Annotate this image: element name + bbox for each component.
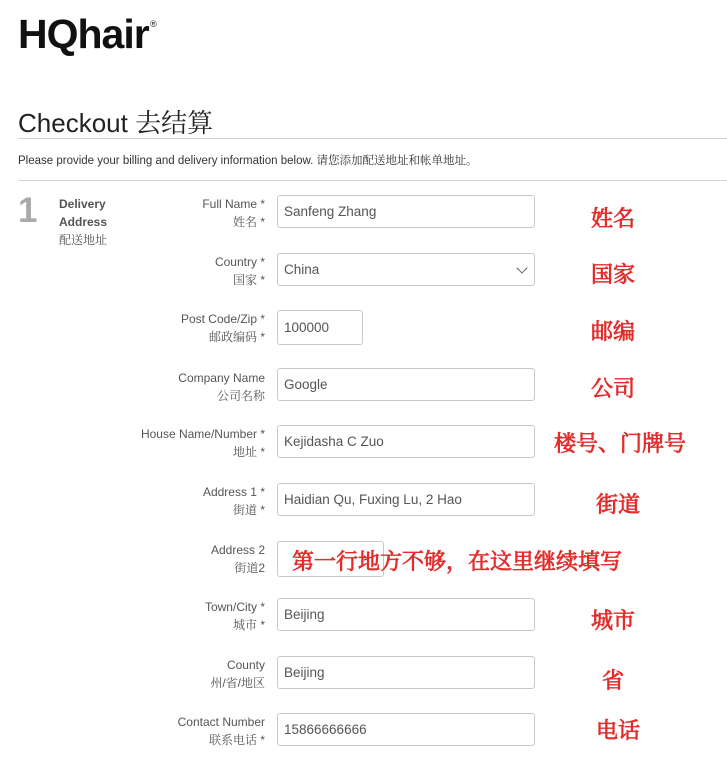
post-code-label	[181, 310, 265, 346]
city-label-en: Town/City *	[204, 600, 265, 614]
phone-annotation: 电话	[596, 719, 641, 744]
full-name-label-cn: 姓名 *	[232, 215, 265, 229]
divider	[18, 180, 727, 181]
country-label-en: Country *	[214, 255, 265, 269]
company-label	[178, 369, 265, 405]
address1-annotation: 街道	[596, 493, 641, 518]
address2-label-en: Address 2	[210, 543, 265, 557]
country-label	[215, 253, 265, 289]
country-selected-value: China	[284, 262, 320, 277]
full-name-input[interactable]: Sanfeng Zhang	[277, 195, 535, 228]
post-code-label-en: Post Code/Zip *	[180, 312, 265, 326]
step-title-line2: Address	[59, 215, 108, 229]
company-label-en: Company Name	[178, 371, 265, 385]
full-name-label-en: Full Name *	[202, 197, 265, 211]
city-annotation: 城市	[591, 609, 636, 634]
house-label-en: House Name/Number *	[140, 427, 265, 441]
registered-mark: ®	[150, 19, 156, 29]
county-label-en: County	[226, 658, 265, 672]
county-label	[210, 656, 265, 692]
post-code-label-cn: 邮政编码 *	[208, 330, 265, 344]
country-select[interactable]	[277, 253, 535, 286]
phone-label-en: Contact Number	[177, 715, 265, 729]
house-label-cn: 地址 *	[232, 445, 265, 459]
phone-label-cn: 联系电话 *	[208, 733, 265, 747]
phone-input[interactable]: 15866666666	[277, 713, 535, 746]
full-name-annotation: 姓名	[591, 207, 636, 232]
address1-label	[203, 483, 265, 519]
city-label-cn: 城市 *	[232, 618, 265, 632]
address2-label	[211, 541, 265, 577]
county-label-cn: 州/省/地区	[210, 676, 265, 690]
city-label	[205, 598, 265, 634]
post-code-annotation: 邮编	[591, 320, 636, 345]
divider	[18, 138, 727, 139]
company-annotation: 公司	[591, 377, 636, 402]
hqhair-logo[interactable]	[18, 11, 156, 57]
page-title: Checkout 去结算	[18, 108, 214, 138]
house-annotation: 楼号、门牌号	[554, 432, 687, 457]
city-input[interactable]: Beijing	[277, 598, 535, 631]
step-number: 1	[18, 191, 38, 230]
step-title-line1: Delivery	[59, 197, 106, 211]
country-label-cn: 国家 *	[232, 273, 265, 287]
post-code-input[interactable]: 100000	[277, 310, 363, 345]
company-input[interactable]: Google	[277, 368, 535, 401]
chevron-down-icon	[516, 262, 527, 273]
step-title-cn: 配送地址	[59, 233, 108, 247]
county-input[interactable]: Beijing	[277, 656, 535, 689]
address2-label-cn: 街道2	[234, 561, 265, 575]
intro-text: Please provide your billing and delivery information below. 请您添加配送地址和帐单地址。	[18, 155, 478, 167]
country-annotation: 国家	[591, 263, 636, 288]
full-name-label	[202, 195, 265, 231]
step-title	[59, 195, 107, 249]
address2-annotation: 第一行地方不够，在这里继续填写	[292, 550, 623, 575]
company-label-cn: 公司名称	[216, 389, 265, 403]
house-input[interactable]: Kejidasha C Zuo	[277, 425, 535, 458]
logo-text: HQhair	[18, 11, 149, 57]
address1-input[interactable]: Haidian Qu, Fuxing Lu, 2 Hao	[277, 483, 535, 516]
address1-label-en: Address 1 *	[202, 485, 265, 499]
address1-label-cn: 街道 *	[232, 503, 265, 517]
phone-label	[178, 713, 265, 749]
house-label	[141, 425, 265, 461]
county-annotation: 省	[602, 669, 625, 694]
